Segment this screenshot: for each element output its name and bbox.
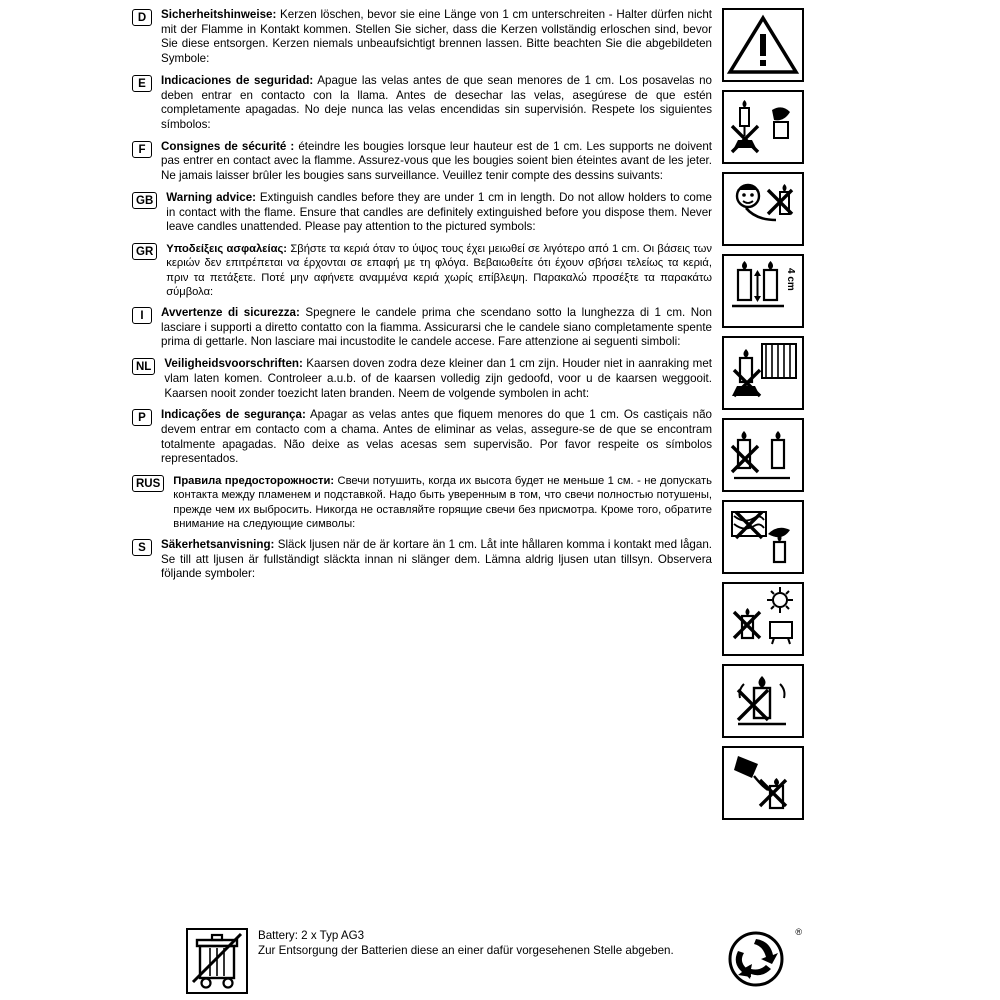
language-badge-es: E: [132, 75, 152, 92]
language-text-gb: [166, 191, 712, 235]
child-and-candle-icon: [724, 174, 802, 244]
language-badge-gr: GR: [132, 243, 157, 260]
language-text-ru: [173, 474, 712, 531]
candle-distance-icon: [724, 256, 802, 326]
language-body-de: Kerzen löschen, bevor sie eine Länge von 1 cm unterschreiten - Halter dürfen nicht mit der Flamme in Kontakt kommen. Stellen Sie sicher, dass die Kerzen vollständig erloschen sind, bevor Sie diese entsorgen. Kerzen niemals unbeaufsichtigt brennen lassen. Bitte beachten Sie die abgebildeten Symbole:: [161, 8, 712, 66]
language-badge-gb: GB: [132, 192, 157, 209]
language-body-nl: Kaarsen doven zodra deze kleiner dan 1 cm zijn. Houder niet in aanraking met vlam laten komen. Controleer a.u.b. of de kaarsen volledig zijn gedoofd, voor u de kaarsen weggooit. Kaarsen nooit zonder toezicht laten branden. Neem de volgende symbolen in acht:: [164, 357, 712, 400]
language-text-de: [161, 8, 712, 67]
language-block-de: [132, 8, 712, 67]
warning-triangle-icon: [724, 10, 802, 80]
language-text-gr: [166, 242, 712, 299]
language-heading-gr: Υποδείξεις ασφαλείας:: [166, 243, 288, 256]
pictogram-keep-candles-apart: [722, 418, 804, 492]
language-body-fr: éteindre les bougies lorsque leur hauteur est de 1 cm. Les supports ne doivent pas entrer en contact avec la flamme. Assurez-vous que les bougies soient bien éteintes avant de les jeter. Ne jamais laisser brûler les bougies sans surveillance. Veuillez tenir compte des dessins suivants:: [161, 139, 712, 183]
language-text-sv: [161, 538, 712, 582]
battery-disposal-line: Zur Entsorgung der Batterien diese an einer dafür vorgesehenen Stelle abgeben.: [258, 944, 674, 958]
candles-distance-icon: [724, 420, 802, 490]
language-heading-es: Indicaciones de seguridad:: [161, 73, 314, 87]
language-badge-fr: F: [132, 141, 152, 158]
heat-source-icon: [724, 584, 802, 654]
pictogram-do-not-extinguish-with-liquid: [722, 664, 804, 738]
language-body-ru: Свечи потушить, когда их высота будет не меньше 1 см. - не допускать контакта между пламенем и подставкой. Надо быть уверенным в том, что свечи полностью потушены, прежде чем их выбросить. Никогда не оставляйте горящие свечи без присмотра. Кроме того, обратите внимание на следующие символы:: [173, 475, 712, 530]
language-text-fr: [161, 140, 712, 184]
crossed-out-wheelie-bin-icon: [186, 928, 248, 994]
language-block-ru: [132, 474, 712, 531]
pictogram-no-candle-in-draught: [722, 500, 804, 574]
pictogram-no-candle-near-curtains: [722, 336, 804, 410]
language-heading-gb: Warning advice:: [166, 190, 257, 204]
language-block-fr: [132, 140, 712, 184]
pictogram-caption-4cm: 4 cm: [785, 268, 796, 291]
language-badge-pt: P: [132, 409, 152, 426]
pictogram-no-candle-near-flammable: [722, 90, 804, 164]
language-block-sv: [132, 538, 712, 582]
pictogram-column: [722, 8, 808, 828]
wheelie-bin-svg: [188, 930, 246, 992]
language-badge-ru: RUS: [132, 475, 164, 492]
language-text-nl: [164, 357, 712, 401]
language-body-it: Spegnere le candele prima che scendano sotto la lunghezza di 1 cm. Non lasciare i supporti a diretto contatto con la fiamma. Assicurarsi che le candele siano completamente spente prima di gettarle. Non lasciare mai incustodite le candele accese. Fare attenzione ai seguenti simboli:: [161, 305, 712, 349]
pictogram-minimum-candle-length: [722, 254, 804, 328]
pouring-liquid-on-candle-icon: [724, 748, 802, 818]
pictogram-do-not-move-burning-candle: [722, 746, 804, 820]
language-heading-fr: Consignes de sécurité :: [161, 139, 295, 153]
language-text-it: [161, 306, 712, 350]
language-heading-de: Sicherheitshinweise:: [161, 8, 277, 21]
pictogram-no-candle-near-heat-source: [722, 582, 804, 656]
language-block-gb: [132, 191, 712, 235]
language-body-es: Apague las velas antes de que sean menores de 1 cm. Los posavelas no deben entrar en contacto con la llama. Antes de desechar las velas, asegúrese de que estén completamente apagadas. No deje nunca las velas encendidas sin supervisión. Respete los siguientes símbolos:: [161, 73, 713, 132]
gruener-punkt-recycle-icon: [722, 925, 808, 995]
curtain-and-candle-icon: [724, 338, 802, 408]
no-flammable-icon: [724, 92, 802, 162]
recycle-arrows-svg: [722, 925, 792, 989]
language-block-pt: [132, 408, 712, 467]
language-badge-nl: NL: [132, 358, 155, 375]
language-badge-de: D: [132, 9, 152, 26]
language-block-es: [132, 74, 712, 133]
language-text-pt: [161, 408, 712, 467]
battery-disposal-text: [258, 928, 726, 958]
language-heading-ru: Правила предосторожности:: [173, 475, 335, 488]
battery-disposal-block: [186, 928, 726, 994]
no-water-on-candle-icon: [724, 666, 802, 736]
pictogram-warning-exclamation: [722, 8, 804, 82]
language-body-sv: Släck ljusen när de är kortare än 1 cm. Låt inte hållaren komma i kontakt med lågan. Se till att ljusen är fullständigt släckta innan ni slänger dem. Lämna aldrig ljusen utan tillsyn. Observera följande symboler:: [161, 538, 712, 581]
language-body-gb: Extinguish candles before they are under 1 cm in length. Do not allow holders to come in contact with the flame. Ensure that candles are definitely extinguished before you dispose them. Never leave candles unattended. Please pay attention to the pictured symbols:: [166, 190, 712, 234]
registered-trademark-symbol: ®: [795, 927, 802, 937]
language-block-it: [132, 306, 712, 350]
language-block-gr: [132, 242, 712, 299]
language-badge-it: I: [132, 307, 152, 324]
language-heading-sv: Säkerhetsanvisning:: [161, 538, 275, 551]
language-block-nl: [132, 357, 712, 401]
battery-type-line: Battery: 2 x Typ AG3: [258, 929, 365, 942]
language-text-column: [132, 8, 712, 589]
language-text-es: [161, 74, 712, 133]
language-heading-pt: Indicações de segurança:: [161, 408, 306, 422]
language-heading-it: Avvertenze di sicurezza:: [161, 305, 300, 319]
language-body-gr: Σβήστε τα κεριά όταν το ύψος τους έχει μειωθεί σε λιγότερο από 1 cm. Οι βάσεις των κεριών δεν επιτρέπεται να έρχονται σε επαφή με τη φλόγα. Βεβαιωθείτε ότι έχουν σβήσει τελείως τα κεριά, πριν τα πετάξετε. Ποτέ μην αφήνετε αναμμένα κεριά χωρίς επίβλεψη. Παρακαλώ προσέξτε τα παρακάτω σύμβολα:: [166, 243, 712, 298]
draught-icon: [724, 502, 802, 572]
pictogram-keep-away-from-children: [722, 172, 804, 246]
language-heading-nl: Veiligheidsvoorschriften:: [164, 357, 303, 371]
language-badge-sv: S: [132, 539, 152, 556]
language-body-pt: Apagar as velas antes que fiquem menores do que 1 cm. Os castiçais não devem entrar em contacto com a chama. Antes de eliminar as velas, assegure-se de que se encontram totalmente apagadas. Não deixe as velas acesas sem supervisão. Por favor respeite os símbolos representados.: [161, 408, 712, 466]
